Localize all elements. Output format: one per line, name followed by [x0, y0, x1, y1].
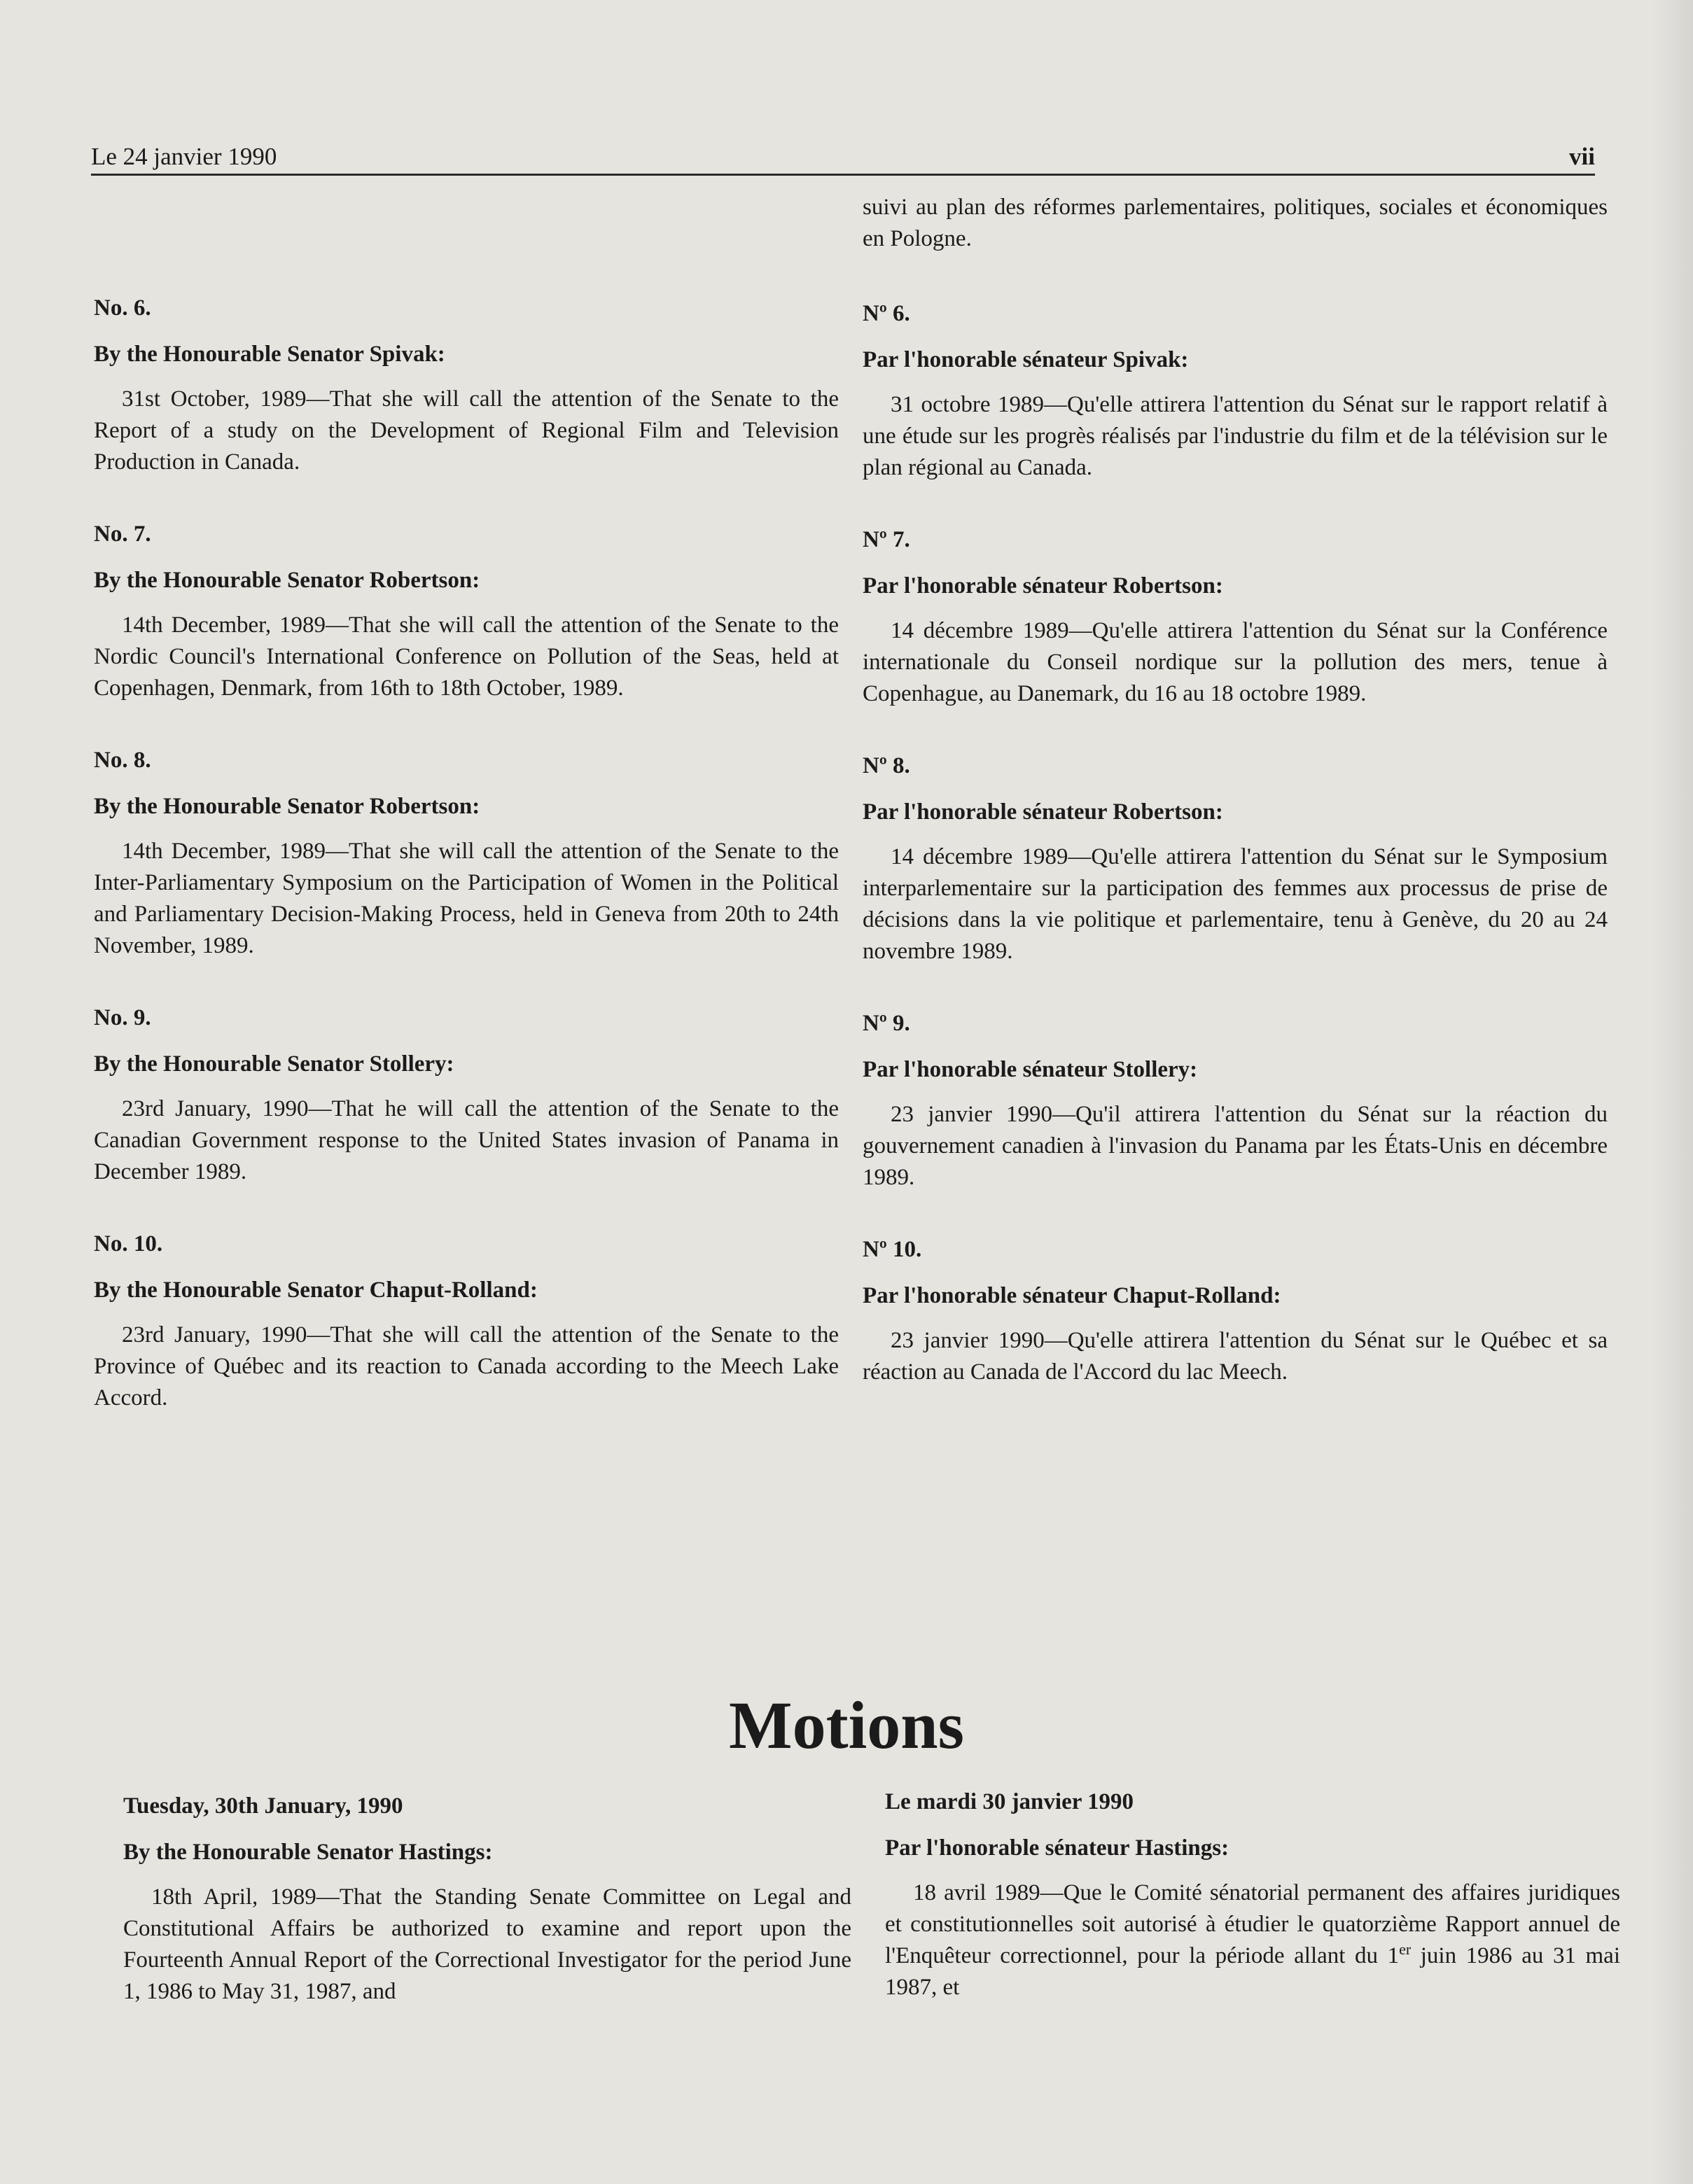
- notice-item: [94, 1230, 839, 1414]
- notice-item: [863, 1009, 1608, 1194]
- motion-right: [885, 1788, 1620, 2003]
- notice-number: Nº 6.: [863, 301, 910, 326]
- motion-sponsor: By the Honourable Senator Hastings:: [123, 1840, 493, 1865]
- notice-text: 14 décembre 1989—Qu'elle attirera l'attention du Sénat sur le Symposium interparlementaire sur la participation des femmes aux processus de prise de décisions dans la vie politique et parlementaire, tenu à Genève, du 20 au 24 novembre 1989.: [863, 844, 1608, 964]
- notice-item: [863, 1236, 1608, 1388]
- motion-text: 18th April, 1989—That the Standing Senate Committee on Legal and Constitutional Affairs be authorized to examine and report upon the Fourteenth Annual Report of the Correctional Investigator for the period June 1, 1986 to May 31, 1987, and: [123, 1884, 851, 2004]
- notice-number: No. 7.: [94, 522, 151, 547]
- header-date: Le 24 janvier 1990: [91, 143, 277, 170]
- notice-sponsor: Par l'honorable sénateur Robertson:: [863, 799, 1223, 825]
- notice-sponsor: Par l'honorable sénateur Stollery:: [863, 1057, 1198, 1082]
- notice-number: Nº 9.: [863, 1011, 910, 1036]
- page-header: [91, 137, 1595, 176]
- page-edge-shadow: [1651, 0, 1693, 2184]
- notice-text: 23rd January, 1990—That he will call the attention of the Senate to the Canadian Government response to the United States invasion of Panama in December 1989.: [94, 1096, 839, 1184]
- motion-date: Tuesday, 30th January, 1990: [123, 1793, 403, 1819]
- notice-sponsor: Par l'honorable sénateur Spivak:: [863, 347, 1189, 372]
- notice-item: [863, 526, 1608, 710]
- notice-text: 23rd January, 1990—That she will call the attention of the Senate to the Province of Québec and its reaction to Canada according to the Meech Lake Accord.: [94, 1322, 839, 1410]
- motion-left: [123, 1792, 851, 2008]
- notice-text: 14 décembre 1989—Qu'elle attirera l'attention du Sénat sur la Conférence internationale du Conseil nordique sur la pollution des mers, tenue à Copenhague, au Danemark, du 16 au 18 octobre 1989.: [863, 618, 1608, 706]
- notice-item: [94, 1004, 839, 1188]
- ordinal-superscript: er: [1399, 1940, 1412, 1958]
- notice-sponsor: Par l'honorable sénateur Chaput-Rolland:: [863, 1283, 1281, 1308]
- notice-text: 14th December, 1989—That she will call the attention of the Senate to the Inter-Parliamentary Symposium on the Participation of Women in the Political and Parliamentary Decision-Making Process, held in Geneva from 20th to 24th November, 1989.: [94, 839, 839, 958]
- notice-number: Nº 8.: [863, 753, 910, 778]
- notice-item: [863, 752, 1608, 967]
- motion-text-part: 18 avril 1989—Que le Comité sénatorial permanent des affaires juridiques et constitutionnelles soit autorisé à étudier le quatorzième Rapport annuel de l'Enquêteur correctionnel, pour la période allant du 1: [885, 1880, 1620, 1968]
- notice-sponsor: By the Honourable Senator Robertson:: [94, 568, 480, 593]
- notice-number: No. 8.: [94, 748, 151, 773]
- motion-date: Le mardi 30 janvier 1990: [885, 1789, 1134, 1814]
- notice-number: No. 6.: [94, 295, 151, 321]
- notice-number: Nº 10.: [863, 1237, 922, 1262]
- motions-title: Motions: [729, 1688, 964, 1763]
- notice-item: [863, 300, 1608, 484]
- motion-text: [885, 1877, 1620, 2003]
- motion-text-part: juin 1986 au 31 mai 1987, et: [885, 1943, 1621, 2000]
- notice-text: 31st October, 1989—That she will call the attention of the Senate to the Report of a study on the Development of Regional Film and Television Production in Canada.: [94, 386, 839, 475]
- continued-text: suivi au plan des réformes parlementaires, politiques, sociales et économiques en Pologne.: [863, 195, 1608, 251]
- notice-sponsor: By the Honourable Senator Chaput-Rolland:: [94, 1278, 538, 1303]
- left-column: [94, 294, 839, 1456]
- page-number: vii: [1569, 143, 1595, 170]
- notice-item: [94, 520, 839, 704]
- notice-number: No. 10.: [94, 1231, 163, 1256]
- notice-sponsor: By the Honourable Senator Robertson:: [94, 794, 480, 819]
- notice-number: No. 9.: [94, 1005, 151, 1030]
- notice-item: [94, 294, 839, 478]
- notice-sponsor: By the Honourable Senator Stollery:: [94, 1051, 454, 1077]
- notice-text: 23 janvier 1990—Qu'il attirera l'attention du Sénat sur la réaction du gouvernement canadien à l'invasion du Panama par les États-Unis en décembre 1989.: [863, 1102, 1608, 1190]
- notice-item: [94, 746, 839, 962]
- notice-number: Nº 7.: [863, 527, 910, 552]
- notice-text: 14th December, 1989—That she will call the attention of the Senate to the Nordic Council's International Conference on Pollution of the Seas, held at Copenhagen, Denmark, from 16th to 18th October, 1989.: [94, 612, 839, 701]
- right-column: [863, 192, 1608, 1430]
- notice-text: 31 octobre 1989—Qu'elle attirera l'attention du Sénat sur le rapport relatif à une étude sur les progrès réalisés par l'industrie du film et de la télévision sur le plan régional au Canada.: [863, 392, 1608, 480]
- notice-sponsor: By the Honourable Senator Spivak:: [94, 342, 445, 367]
- notice-text: 23 janvier 1990—Qu'elle attirera l'attention du Sénat sur le Québec et sa réaction au Canada de l'Accord du lac Meech.: [863, 1328, 1608, 1385]
- motion-sponsor: Par l'honorable sénateur Hastings:: [885, 1835, 1229, 1861]
- notice-sponsor: Par l'honorable sénateur Robertson:: [863, 573, 1223, 598]
